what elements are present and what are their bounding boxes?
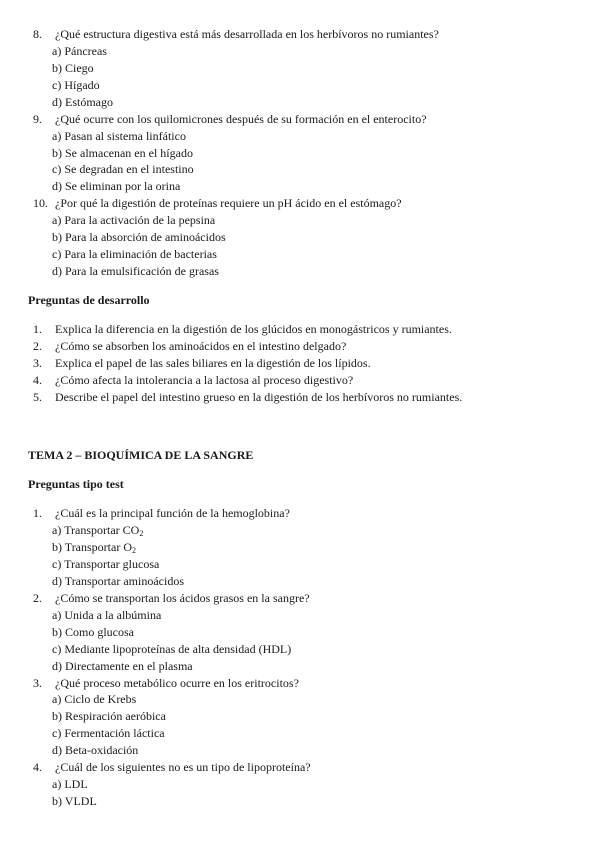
section-heading-desarrollo: Preguntas de desarrollo [28, 293, 150, 307]
option: a) Unida a la albúmina [52, 608, 162, 622]
question-text: Explica la diferencia en la digestión de los glúcidos en monogástricos y rumiantes. [55, 322, 452, 336]
question-number: 2. [33, 339, 42, 353]
question-number: 4. [33, 373, 42, 387]
question-number: 3. [33, 676, 42, 690]
option: d) Transportar aminoácidos [52, 574, 184, 588]
option: c) Transportar glucosa [52, 557, 160, 571]
question-text: ¿Cuál de los siguientes no es un tipo de lipoproteína? [55, 760, 311, 774]
section-heading-test: Preguntas tipo test [28, 477, 124, 491]
question-text: ¿Cómo afecta la intolerancia a la lactosa al proceso digestivo? [55, 373, 354, 387]
question-number: 9. [33, 112, 42, 126]
option: d) Se eliminan por la orina [52, 179, 181, 193]
option: b) Respiración aeróbica [52, 709, 166, 723]
option: d) Estómago [52, 95, 113, 109]
question-number: 3. [33, 356, 42, 370]
option: b) Se almacenan en el hígado [52, 146, 193, 160]
option [52, 522, 143, 538]
option: a) Páncreas [52, 44, 107, 58]
question-text: ¿Qué ocurre con los quilomicrones después de su formación en el enterocito? [55, 112, 427, 126]
option: b) VLDL [52, 794, 97, 808]
question-number: 1. [33, 506, 42, 520]
t2-question-4 [33, 759, 311, 775]
option: a) Para la activación de la pepsina [52, 213, 216, 227]
question-number: 2. [33, 591, 42, 605]
question-number: 4. [33, 760, 42, 774]
option-text: a) Transportar CO [52, 523, 140, 537]
question-number: 10. [33, 196, 48, 210]
question-number: 5. [33, 390, 42, 404]
option: b) Ciego [52, 61, 94, 75]
question-10 [33, 195, 402, 211]
option: b) Para la absorción de aminoácidos [52, 230, 226, 244]
essay-question-3 [33, 355, 371, 371]
option: c) Se degradan en el intestino [52, 162, 194, 176]
question-number: 8. [33, 27, 42, 41]
t2-question-3 [33, 675, 299, 691]
essay-question-1 [33, 321, 452, 337]
subscript: 2 [132, 546, 136, 555]
option-text: b) Transportar O [52, 540, 132, 554]
option: a) LDL [52, 777, 88, 791]
option [52, 539, 136, 555]
question-number: 1. [33, 322, 42, 336]
question-text: ¿Cómo se transportan los ácidos grasos en la sangre? [55, 591, 310, 605]
tema-2-title: TEMA 2 – BIOQUÍMICA DE LA SANGRE [28, 448, 254, 462]
essay-question-5 [33, 389, 462, 405]
question-9 [33, 111, 427, 127]
option: b) Como glucosa [52, 625, 134, 639]
question-text: Explica el papel de las sales biliares en la digestión de los lípidos. [55, 356, 371, 370]
option: c) Mediante lipoproteínas de alta densidad (HDL) [52, 642, 292, 656]
option: d) Beta-oxidación [52, 743, 139, 757]
option: a) Pasan al sistema linfático [52, 129, 186, 143]
option: d) Para la emulsificación de grasas [52, 264, 219, 278]
t2-question-1 [33, 505, 290, 521]
option: c) Fermentación láctica [52, 726, 165, 740]
subscript: 2 [139, 529, 144, 538]
option: c) Para la eliminación de bacterias [52, 247, 217, 261]
question-text: ¿Qué estructura digestiva está más desarrollada en los herbívoros no rumiantes? [55, 27, 439, 41]
essay-question-4 [33, 372, 353, 388]
question-text: ¿Qué proceso metabólico ocurre en los eritrocitos? [55, 676, 299, 690]
question-text: ¿Cómo se absorben los aminoácidos en el intestino delgado? [55, 339, 347, 353]
option: a) Ciclo de Krebs [52, 692, 137, 706]
option: d) Directamente en el plasma [52, 659, 193, 673]
question-text: Describe el papel del intestino grueso en la digestión de los herbívoros no rumiantes. [55, 390, 463, 404]
t2-question-2 [33, 590, 310, 606]
option: c) Hígado [52, 78, 100, 92]
essay-question-2 [33, 338, 346, 354]
question-text: ¿Cuál es la principal función de la hemoglobina? [55, 506, 290, 520]
question-8 [33, 26, 439, 42]
question-text: ¿Por qué la digestión de proteínas requiere un pH ácido en el estómago? [55, 196, 402, 210]
